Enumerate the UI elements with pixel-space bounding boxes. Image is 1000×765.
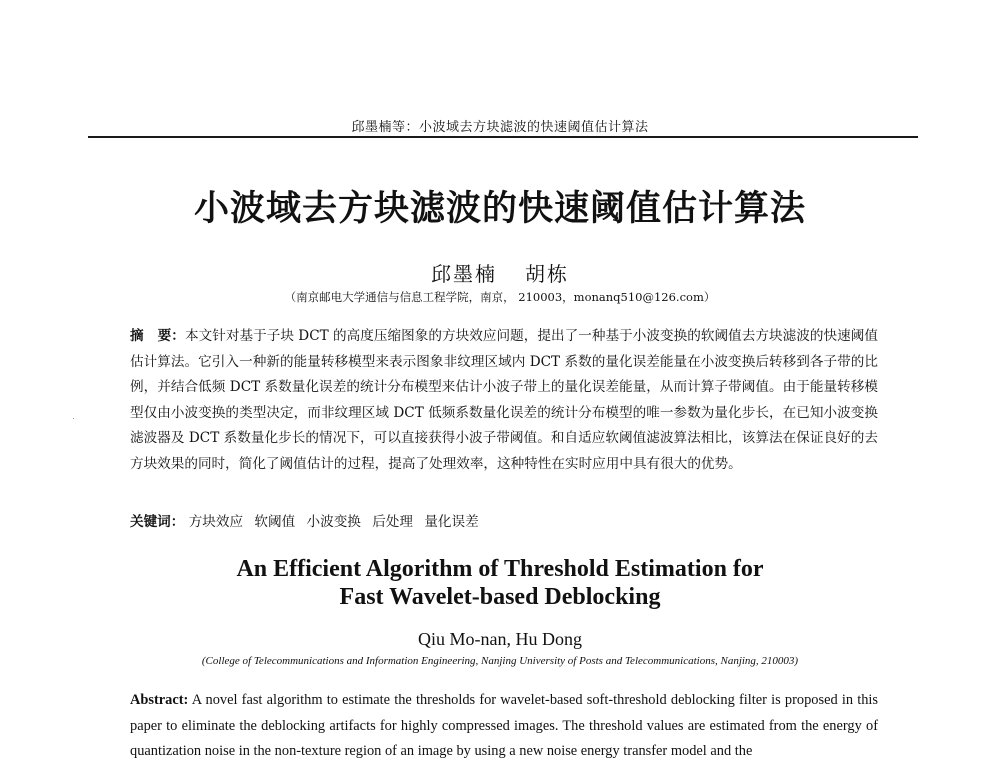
english-abstract-label: Abstract:: [130, 692, 189, 708]
chinese-author-2: 胡栋: [525, 262, 569, 286]
keyword: 软阈值: [254, 514, 296, 530]
chinese-keywords-label: 关键词：: [130, 514, 185, 530]
keyword: 后处理: [372, 514, 413, 530]
chinese-author-1: 邱墨楠: [431, 262, 497, 286]
keyword: 小波变换: [306, 514, 361, 530]
chinese-affiliation: （南京邮电大学通信与信息工程学院，南京， 210003，monanq510@126.com）: [284, 290, 716, 304]
chinese-keywords: [130, 510, 486, 530]
chinese-abstract: [130, 324, 878, 477]
chinese-authors: [0, 258, 1000, 287]
running-header: 邱墨楠等：小波域去方块滤波的快速阈值估计算法: [351, 120, 649, 135]
english-abstract-text: A novel fast algorithm to estimate the thresholds for wavelet-based soft-threshold deblocking filter is proposed in this paper to eliminate the deblocking artifacts for highly compressed images. The threshold values are estimated from the energy of quantization noise in the non-texture region of an image by using a new noise energy transfer model and the: [130, 692, 878, 759]
english-authors: Qiu Mo-nan, Hu Dong: [418, 629, 582, 649]
chinese-abstract-text: 本文针对基于子块 DCT 的高度压缩图象的方块效应问题，提出了一种基于小波变换的软阈值去方块滤波的快速阈值估计算法。它引入一种新的能量转移模型来表示图象非纹理区域内 DCT 系数的量化误差能量在小波变换后转移到各子带的比例，并结合低频 DCT 系数量化误差的统计分布模型来估计小波子带上的量化误差能量，从而计算子带阈值。由于能量转移模型仅由小波变换的类型决定，而非纹理区域 DCT 低频系数量化误差的统计分布模型的唯一参数为量化步长，在已知小波变换滤波器及 DCT 系数量化步长的情况下，可以直接获得小波子带阈值。和自适应软阈值滤波算法相比，该算法在保证良好的去方块效果的同时，简化了阈值估计的过程，提高了处理效率，这种特性在实时应用中具有很大的优势。: [130, 328, 879, 472]
english-title-line-2: Fast Wavelet-based Deblocking: [339, 584, 661, 610]
english-title-line-1: An Efficient Algorithm of Threshold Estimation for: [236, 556, 764, 582]
header-rule: [88, 136, 918, 138]
english-title: [0, 555, 1000, 611]
keyword: 量化误差: [424, 514, 479, 530]
chinese-abstract-label: [130, 328, 185, 344]
abstract-label-char-1: 摘: [130, 328, 144, 344]
chinese-title: 小波域去方块滤波的快速阈值估计算法: [193, 189, 806, 229]
english-abstract: [130, 688, 878, 765]
scan-speck: [73, 418, 74, 419]
abstract-label-char-2: 要：: [157, 328, 185, 344]
english-affiliation: (College of Telecommunications and Information Engineering, Nanjing University of Posts and Telecommunications, Nanjing, 210003): [201, 655, 799, 667]
keyword: 方块效应: [188, 514, 244, 530]
